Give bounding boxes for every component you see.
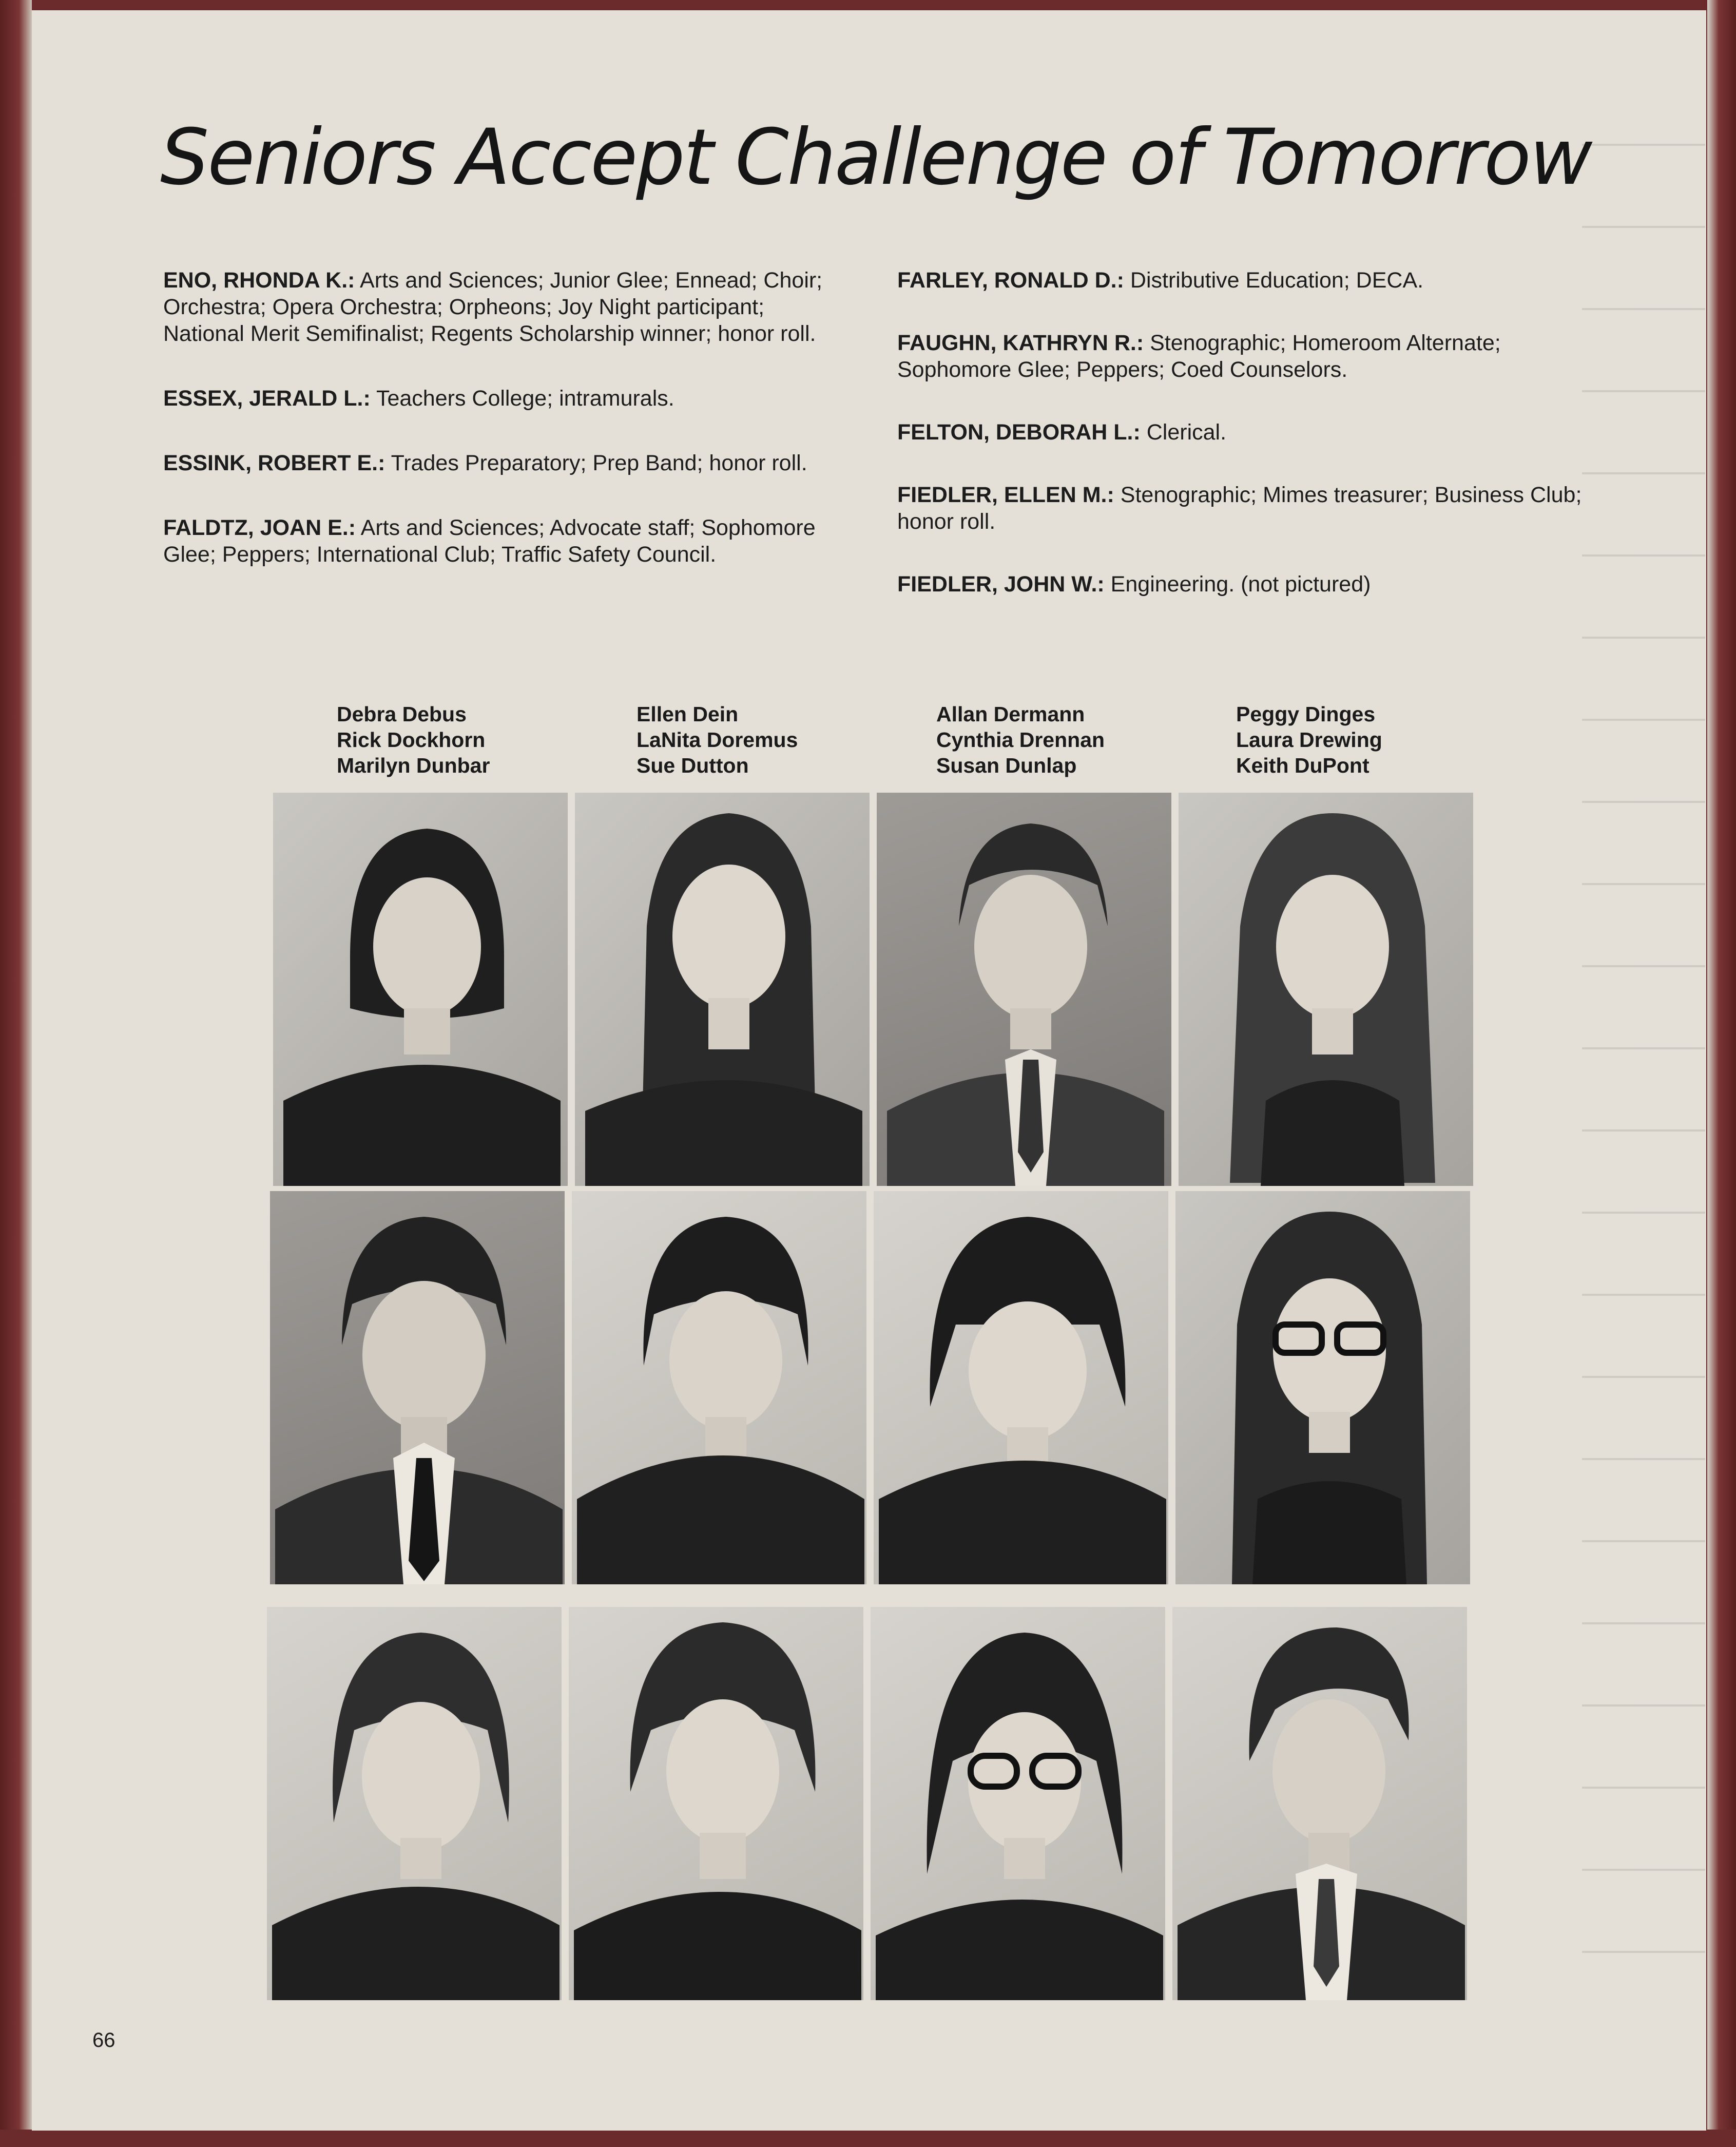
- portrait-photo-icon: [1179, 793, 1473, 1186]
- portrait-photo: [273, 793, 568, 1186]
- bio-column-left: [163, 267, 825, 606]
- bio-entry: [163, 267, 825, 347]
- student-name: Allan Dermann: [936, 702, 1085, 726]
- bio-entry: [897, 482, 1585, 535]
- student-name: LaNita Doremus: [636, 728, 798, 752]
- bio-entry: [163, 514, 825, 568]
- bio-name: FELTON, DEBORAH L.:: [897, 420, 1141, 445]
- portrait-photo: [267, 1607, 562, 2000]
- name-column-4: [1236, 701, 1382, 778]
- bio-text: Arts and Sciences; Junior Glee; Ennead; Choir; Orchestra; Opera Orchestra; Orpheons; Joy Night participant; National Merit Semifinalist; Regents Scholarship winner; honor roll.: [163, 268, 823, 346]
- portrait-photo-icon: [572, 1191, 866, 1584]
- student-name: Keith DuPont: [1236, 754, 1369, 777]
- bio-name: ESSINK, ROBERT E.:: [163, 451, 385, 475]
- book-cover-left-edge: [0, 0, 32, 2147]
- portrait-photo-icon: [874, 1191, 1168, 1584]
- book-cover-bottom-edge: [0, 2130, 1736, 2147]
- bio-entry: [163, 450, 825, 476]
- bio-text: Stenographic; Mimes treasurer; Business Club; honor roll.: [897, 483, 1582, 534]
- bio-entry: [897, 571, 1585, 598]
- bio-name: FIEDLER, ELLEN M.:: [897, 483, 1114, 507]
- bio-column-right: [897, 267, 1585, 634]
- student-name: Peggy Dinges: [1236, 702, 1376, 726]
- student-name: Marilyn Dunbar: [337, 754, 490, 777]
- student-name: Rick Dockhorn: [337, 728, 486, 752]
- bio-text: Stenographic; Homeroom Alternate; Sophomore Glee; Peppers; Coed Counselors.: [897, 331, 1501, 382]
- name-column-2: [636, 701, 798, 778]
- bio-name: ENO, RHONDA K.:: [163, 268, 355, 293]
- portrait-photo: [1179, 793, 1473, 1186]
- bio-name: FALDTZ, JOAN E.:: [163, 515, 356, 540]
- bio-entry: [897, 330, 1585, 383]
- bio-text: Clerical.: [1140, 420, 1227, 445]
- portrait-photo: [871, 1607, 1165, 2000]
- bio-text: Arts and Sciences; Advocate staff; Sophomore Glee; Peppers; International Club; Traffic Safety Council.: [163, 515, 816, 567]
- portrait-photo: [572, 1191, 866, 1584]
- page-title: Seniors Accept Challenge of Tomorrow: [160, 113, 1591, 202]
- bio-name: ESSEX, JERALD L.:: [163, 386, 371, 411]
- portrait-photo: [874, 1191, 1168, 1584]
- portrait-photo: [1175, 1191, 1470, 1584]
- portrait-photo-icon: [569, 1607, 863, 2000]
- student-name: Laura Drewing: [1236, 728, 1382, 752]
- portrait-photo: [569, 1607, 863, 2000]
- portrait-photo: [1172, 1607, 1467, 2000]
- bio-text: Teachers College; intramurals.: [370, 386, 674, 411]
- portrait-photo-icon: [871, 1607, 1165, 2000]
- student-name: Sue Dutton: [636, 754, 749, 777]
- student-name: Ellen Dein: [636, 702, 739, 726]
- portrait-photo: [575, 793, 870, 1186]
- portrait-photo: [877, 793, 1171, 1186]
- book-cover-right-edge: [1707, 0, 1736, 2147]
- bio-name: FIEDLER, JOHN W.:: [897, 572, 1105, 597]
- bio-entry: [163, 385, 825, 412]
- page-number: 66: [92, 2029, 115, 2052]
- portrait-photo-icon: [1172, 1607, 1467, 2000]
- bio-text: Engineering. (not pictured): [1104, 572, 1371, 597]
- bio-name: FARLEY, RONALD D.:: [897, 268, 1124, 293]
- bio-text: Trades Preparatory; Prep Band; honor roll.: [385, 451, 807, 475]
- portrait-photo: [270, 1191, 565, 1584]
- portrait-photo-icon: [575, 793, 870, 1186]
- name-column-1: [337, 701, 490, 778]
- student-name: Cynthia Drennan: [936, 728, 1105, 752]
- bio-text: Distributive Education; DECA.: [1124, 268, 1424, 293]
- bio-entry: [897, 419, 1585, 446]
- portrait-photo-icon: [1175, 1191, 1470, 1584]
- book-cover-top-edge: [0, 0, 1736, 11]
- portrait-photo-icon: [877, 793, 1171, 1186]
- bio-name: FAUGHN, KATHRYN R.:: [897, 331, 1144, 355]
- yearbook-page: [32, 10, 1706, 2131]
- bio-entry: [897, 267, 1585, 294]
- student-name: Susan Dunlap: [936, 754, 1077, 777]
- portrait-photo-icon: [270, 1191, 565, 1584]
- bleed-through-text: [1582, 113, 1705, 1961]
- portrait-photo-icon: [267, 1607, 562, 2000]
- portrait-photo-icon: [273, 793, 568, 1186]
- student-name: Debra Debus: [337, 702, 467, 726]
- name-column-3: [936, 701, 1105, 778]
